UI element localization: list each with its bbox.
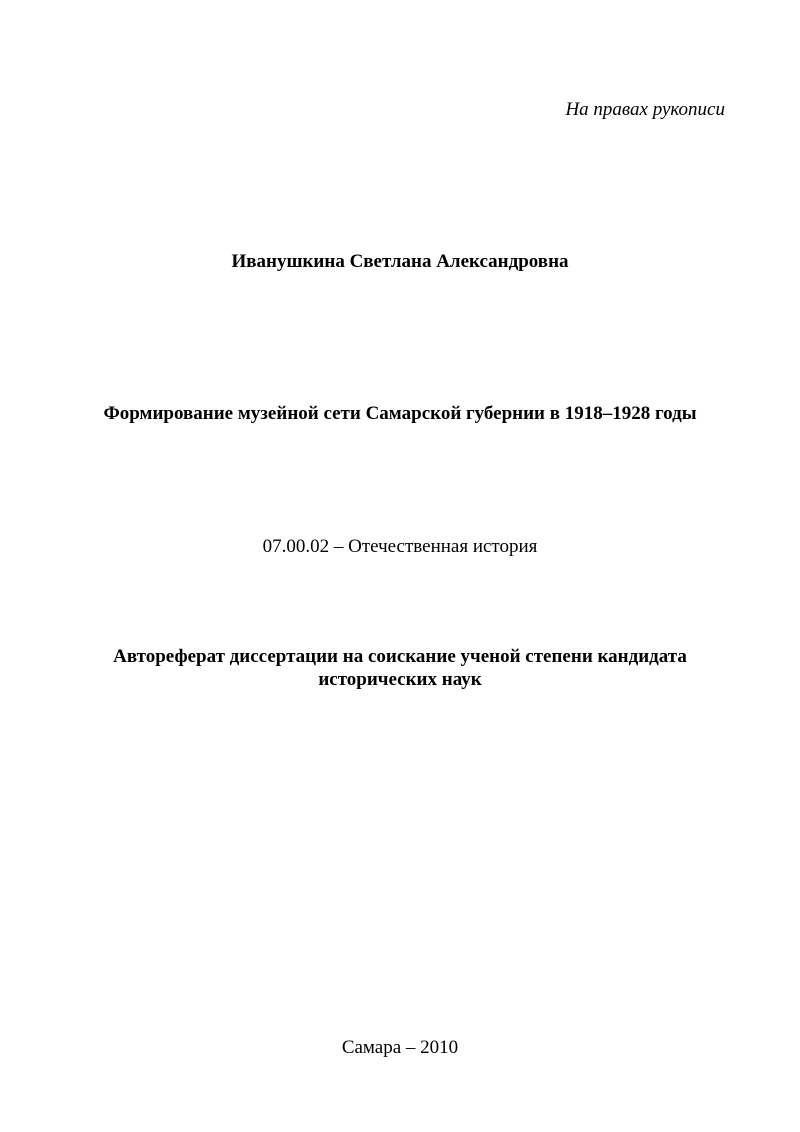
place-and-year: Самара – 2010	[341, 1037, 459, 1058]
specialty-code: 07.00.02 – Отечественная история	[262, 536, 538, 557]
manuscript-note: На правах рукописи	[565, 99, 725, 120]
abstract-description-line: Автореферат диссертации на соискание ученой степени кандидата	[113, 646, 687, 667]
abstract-description-line: исторических наук	[318, 669, 482, 690]
dissertation-title: Формирование музейной сети Самарской губернии в 1918–1928 годы	[103, 403, 697, 424]
author-name: Иванушкина Светлана Александровна	[231, 251, 569, 272]
